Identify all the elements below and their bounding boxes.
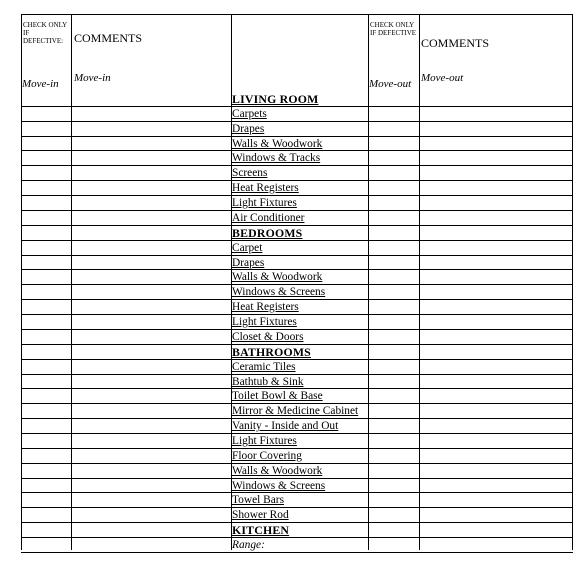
column-divider: [368, 14, 369, 550]
checklist-item-label: Air Conditioner: [232, 212, 305, 224]
section-heading: LIVING ROOM: [232, 92, 319, 106]
row-divider: [21, 522, 573, 523]
checklist-item-label: Light Fixtures: [232, 197, 297, 209]
checklist-item-label: Carpets: [232, 108, 267, 120]
row-divider: [21, 121, 573, 122]
row-divider: [21, 255, 573, 256]
checklist-item-label: Range:: [232, 539, 265, 551]
column-divider: [71, 14, 72, 550]
checklist-item-label: Vanity - Inside and Out: [232, 420, 339, 432]
checklist-item-label: Carpet: [232, 242, 263, 254]
move-out-check-label: Move-out: [369, 78, 412, 90]
column-divider: [419, 14, 420, 550]
checklist-item-label: Floor Covering: [232, 450, 302, 462]
section-heading: BEDROOMS: [232, 226, 303, 240]
checklist-item-label: Walls & Woodwork: [232, 138, 323, 150]
section-heading: KITCHEN: [232, 523, 290, 537]
comments-header-right: COMMENTS: [421, 36, 490, 50]
checklist-item-label: Windows & Screens: [232, 480, 326, 492]
checklist-item-label: Drapes: [232, 257, 265, 269]
move-out-comments-label: Move-out: [421, 72, 464, 84]
checklist-item-label: Ceramic Tiles: [232, 361, 296, 373]
row-divider: [21, 537, 573, 538]
checklist-item-label: Towel Bars: [232, 494, 285, 506]
row-divider: [21, 552, 573, 553]
section-heading: BATHROOMS: [232, 345, 311, 359]
checklist-item-label: Heat Registers: [232, 301, 299, 313]
checklist-item-label: Windows & Tracks: [232, 152, 321, 164]
table-border-right: [572, 14, 573, 550]
row-divider: [21, 507, 573, 508]
checklist-item-label: Heat Registers: [232, 182, 299, 194]
checklist-item-label: Walls & Woodwork: [232, 271, 323, 283]
table-border-left: [21, 14, 22, 550]
check-if-defective-note-right: CHECK ONLY IF DEFECTIVE: [370, 21, 417, 37]
checklist-item-label: Light Fixtures: [232, 316, 297, 328]
checklist-item-label: Drapes: [232, 123, 265, 135]
checklist-item-label: Walls & Woodwork: [232, 465, 323, 477]
checklist-item-label: Windows & Screens: [232, 286, 326, 298]
checklist-item-label: Shower Rod: [232, 509, 289, 521]
checklist-item-label: Screens: [232, 167, 268, 179]
table-top-border: [21, 14, 573, 15]
checklist-item-label: Toilet Bowl & Base: [232, 390, 323, 402]
checklist-item-label: Mirror & Medicine Cabinet: [232, 405, 359, 417]
move-in-comments-label: Move-in: [74, 72, 111, 84]
move-in-check-label: Move-in: [22, 78, 59, 90]
checklist-item-label: Bathtub & Sink: [232, 376, 304, 388]
checklist-item-label: Light Fixtures: [232, 435, 297, 447]
comments-header-left: COMMENTS: [74, 31, 143, 45]
check-if-defective-note-left: CHECK ONLY IF DEFECTIVE:: [23, 21, 67, 45]
checklist-item-label: Closet & Doors: [232, 331, 304, 343]
